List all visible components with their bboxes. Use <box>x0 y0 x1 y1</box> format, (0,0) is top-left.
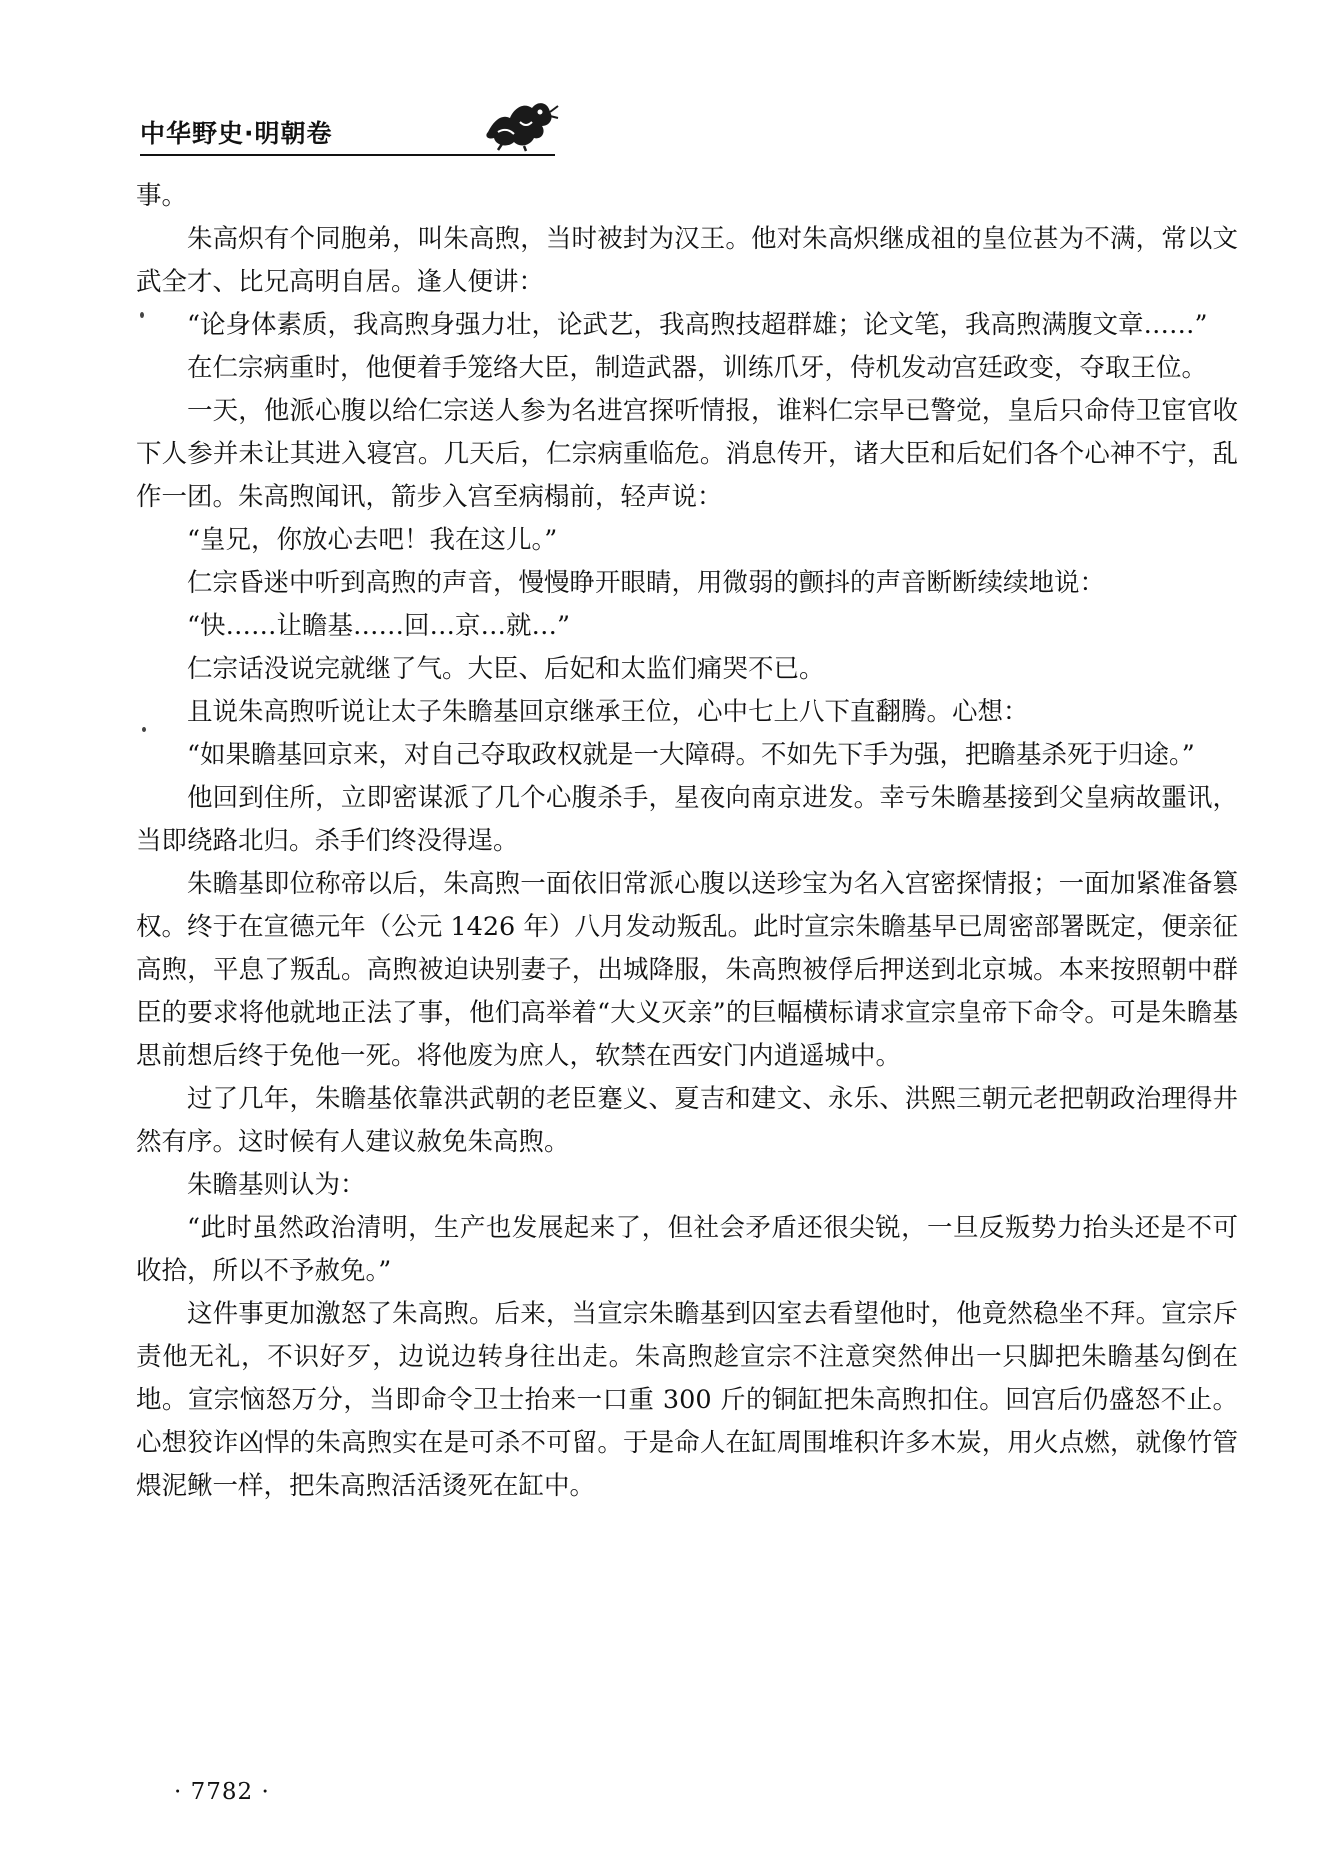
book-title: 中华野史·明朝卷 <box>140 119 333 148</box>
scan-speck <box>142 727 146 732</box>
paragraph: 事。 <box>136 181 188 211</box>
paragraph: 且说朱高煦听说让太子朱瞻基回京继承王位，心中七上八下直翻腾。心想： <box>187 697 1029 727</box>
paragraph: 过了几年，朱瞻基依靠洪武朝的老臣蹇义、夏吉和建文、永乐、洪熙三朝元老把朝政治理得井然有序。这时候有人建议赦免朱高煦。 <box>136 1084 1238 1157</box>
paragraph: 仁宗昏迷中听到高煦的声音，慢慢睁开眼睛，用微弱的颤抖的声音断断续续地说： <box>187 568 1106 598</box>
paragraph: “如果瞻基回京来，对自己夺取政权就是一大障碍。不如先下手为强，把瞻基杀死于归途。” <box>187 740 1195 770</box>
paragraph: “论身体素质，我高煦身强力壮，论武艺，我高煦技超群雄；论文笔，我高煦满腹文章……” <box>187 310 1208 340</box>
dragon-icon <box>480 92 560 152</box>
article-body <box>136 175 1238 1508</box>
scan-speck <box>140 312 144 318</box>
page-number: · 7782 · <box>174 1779 270 1805</box>
paragraph: 他回到住所，立即密谋派了几个心腹杀手，星夜向南京进发。幸亏朱瞻基接到父皇病故噩讯，当即绕路北归。杀手们终没得逞。 <box>136 783 1238 856</box>
paragraph: 朱高炽有个同胞弟，叫朱高煦，当时被封为汉王。他对朱高炽继成祖的皇位甚为不满，常以文武全才、比兄高明自居。逢人便讲： <box>136 224 1238 297</box>
paragraph: “皇兄，你放心去吧！我在这儿。” <box>187 525 558 555</box>
paragraph: 在仁宗病重时，他便着手笼络大臣，制造武器，训练爪牙，侍机发动宫廷政变，夺取王位。 <box>187 353 1208 383</box>
paragraph: 朱瞻基则认为： <box>187 1170 366 1200</box>
paragraph: 仁宗话没说完就继了气。大臣、后妃和太监们痛哭不已。 <box>187 654 825 684</box>
page-header <box>140 100 560 160</box>
paragraph: “快……让瞻基……回…京…就…” <box>187 611 571 641</box>
paragraph: 朱瞻基即位称帝以后，朱高煦一面依旧常派心腹以送珍宝为名入宫密探情报；一面加紧准备篡权。终于在宣德元年（公元 1426 年）八月发动叛乱。此时宣宗朱瞻基早已周密部署既定，便亲征高煦，平息了叛乱。高煦被迫诀别妻子，出城降服，朱高煦被俘后押送到北京城。本来按照朝中群臣的要求将他就地正法了事，他们高举着“大义灭亲”的巨幅横标请求宣宗皇帝下命令。可是朱瞻基思前想后终于免他一死。将他废为庶人，软禁在西安门内逍遥城中。 <box>136 869 1238 1071</box>
paragraph: “此时虽然政治清明，生产也发展起来了，但社会矛盾还很尖锐，一旦反叛势力抬头还是不可收拾，所以不予赦免。” <box>136 1213 1238 1286</box>
paragraph: 这件事更加激怒了朱高煦。后来，当宣宗朱瞻基到囚室去看望他时，他竟然稳坐不拜。宣宗斥责他无礼，不识好歹，边说边转身往出走。朱高煦趁宣宗不注意突然伸出一只脚把朱瞻基勾倒在地。宣宗恼怒万分，当即命令卫士抬来一口重 300 斤的铜缸把朱高煦扣住。回宫后仍盛怒不止。心想狡诈凶悍的朱高煦实在是可杀不可留。于是命人在缸周围堆积许多木炭，用火点燃，就像竹管煨泥鳅一样，把朱高煦活活烫死在缸中。 <box>136 1299 1238 1501</box>
header-rule <box>140 154 555 156</box>
paragraph: 一天，他派心腹以给仁宗送人参为名进宫探听情报，谁料仁宗早已警觉，皇后只命侍卫宦官收下人参并未让其进入寝宫。几天后，仁宗病重临危。消息传开，诸大臣和后妃们各个心神不宁，乱作一团。朱高煦闻讯，箭步入宫至病榻前，轻声说： <box>136 396 1238 512</box>
